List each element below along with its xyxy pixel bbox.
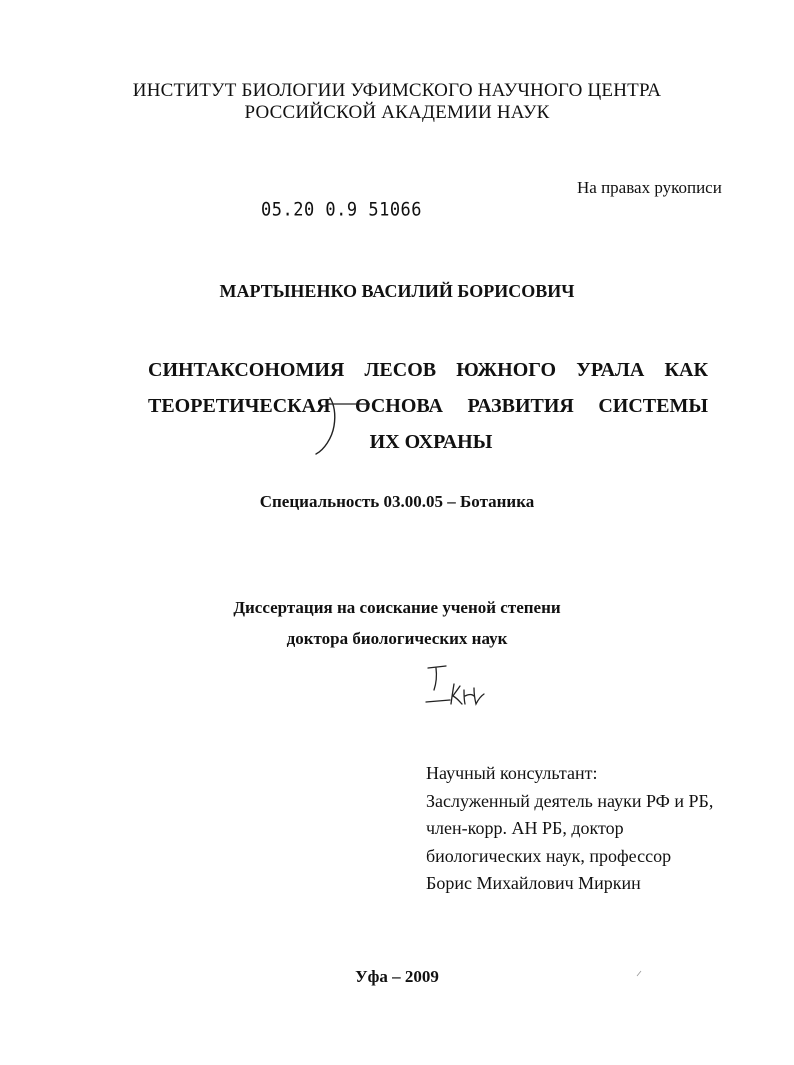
handwritten-correction-mark xyxy=(312,394,372,464)
title-line-3: ИХ ОХРАНЫ xyxy=(369,431,493,453)
consultant-title-2: член-корр. АН РБ, доктор xyxy=(426,818,624,838)
scientific-consultant xyxy=(426,760,713,898)
consultant-title-1: Заслуженный деятель науки РФ и РБ, xyxy=(426,790,714,811)
city-and-year: Уфа – 2009 xyxy=(355,967,439,986)
institute-line-1: ИНСТИТУТ БИОЛОГИИ УФИМСКОГО НАУЧНОГО ЦЕНТРА xyxy=(132,80,662,101)
consultant-label: Научный консультант: xyxy=(426,763,598,783)
dissertation-title xyxy=(148,352,708,460)
author-name: МАРТЫНЕНКО ВАСИЛИЙ БОРИСОВИЧ xyxy=(219,281,575,301)
degree-statement xyxy=(0,592,794,654)
institute-header xyxy=(0,80,794,124)
consultant-title-3: биологических наук, профессор xyxy=(426,845,672,866)
title-line-2: ТЕОРЕТИЧЕСКАЯ ОСНОВА РАЗВИТИЯ СИСТЕМЫ xyxy=(148,395,708,417)
handwritten-signature xyxy=(420,660,490,710)
title-line-1: СИНТАКСОНОМИЯ ЛЕСОВ ЮЖНОГО УРАЛА КАК xyxy=(148,359,708,381)
registration-stamp-number: 05.20 0.9 51066 xyxy=(261,199,423,221)
consultant-name: Борис Михайлович Миркин xyxy=(426,873,641,893)
degree-line-2: доктора биологических наук xyxy=(286,629,508,648)
manuscript-rights-note: На правах рукописи xyxy=(577,178,722,197)
degree-line-1: Диссертация на соискание ученой степени xyxy=(233,598,561,617)
specialty: Специальность 03.00.05 – Ботаника xyxy=(259,492,535,511)
institute-line-2: РОССИЙСКОЙ АКАДЕМИИ НАУК xyxy=(244,102,550,123)
